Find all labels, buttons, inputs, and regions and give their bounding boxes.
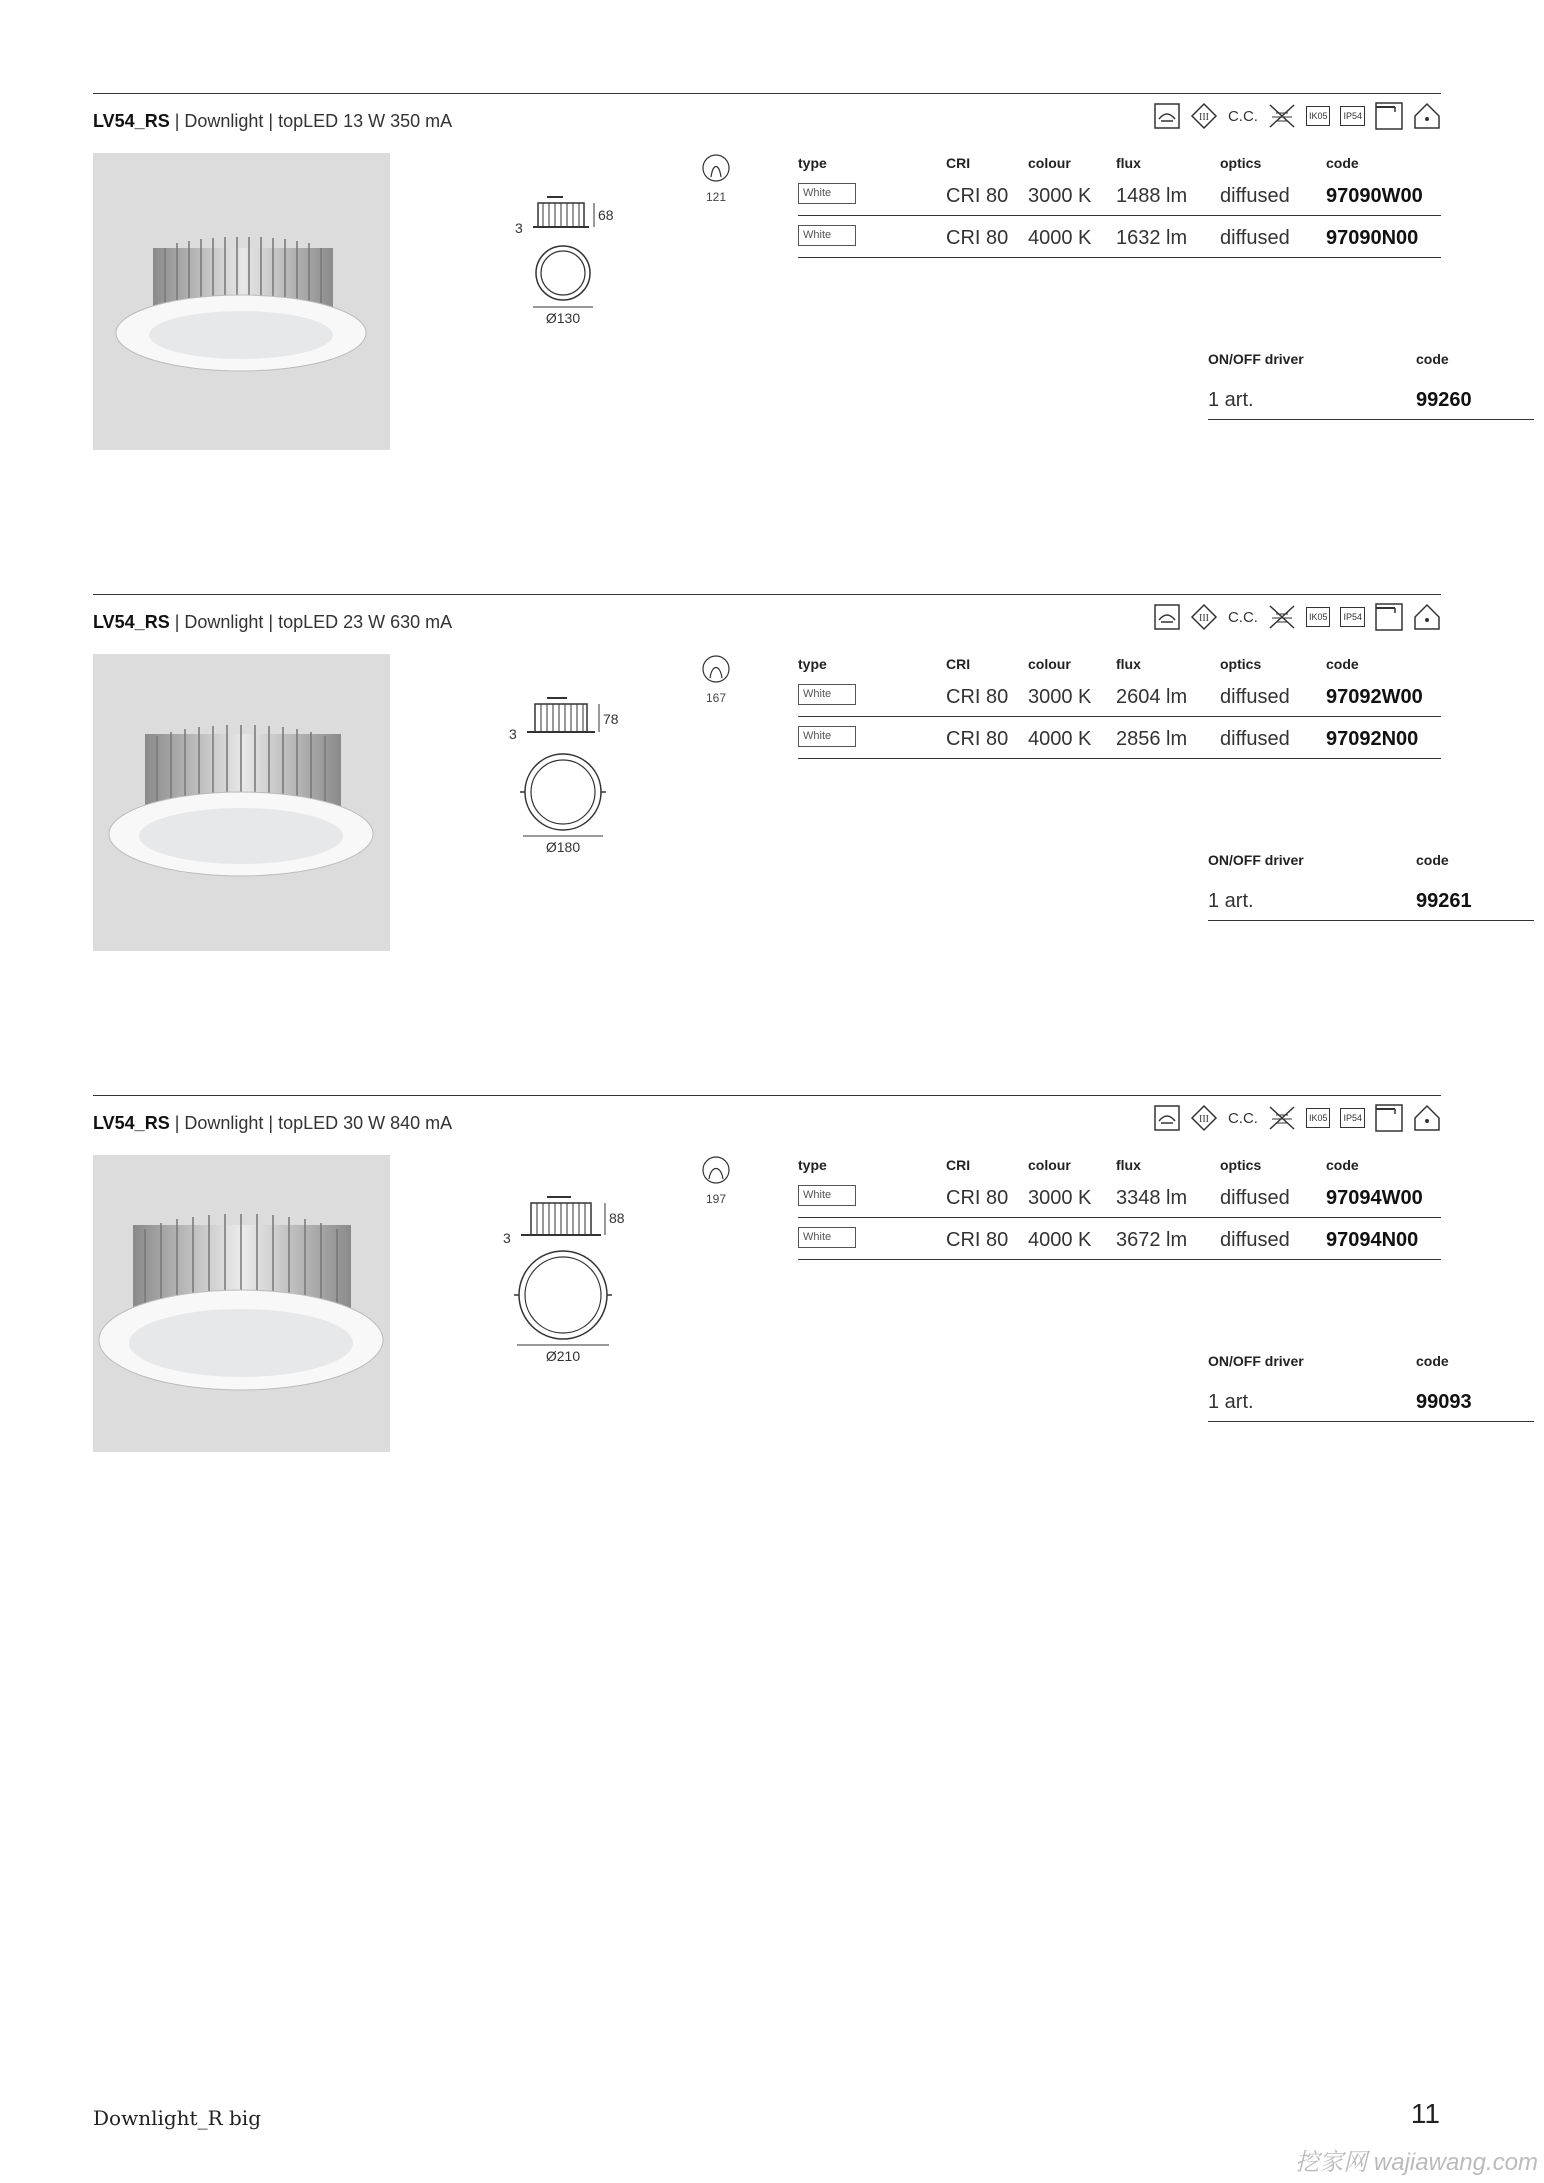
flux-cell: 2856 lm [1116, 728, 1188, 750]
cri-cell: CRI 80 [946, 686, 1009, 708]
flux-cell: 2604 lm [1116, 686, 1188, 708]
driver-code-header: code [1416, 1353, 1449, 1369]
beam-angle [691, 654, 741, 705]
recess-install-icon [1154, 103, 1180, 129]
col-cri: CRI [946, 656, 971, 672]
svg-text:III: III [1198, 613, 1209, 624]
cri-cell: CRI 80 [946, 185, 1009, 207]
cri-cell: CRI 80 [946, 728, 1009, 750]
product-title: LV54_RS | Downlight | topLED 30 W 840 mA [93, 1113, 453, 1133]
cri-cell: CRI 80 [946, 227, 1009, 249]
certification-icons [1154, 600, 1441, 634]
flux-cell: 3672 lm [1116, 1229, 1188, 1251]
driver-value: 1 art. [1208, 389, 1254, 411]
ceiling-mount-icon [1375, 102, 1403, 130]
svg-text:III: III [1198, 1114, 1209, 1125]
driver-table [1208, 1353, 1534, 1433]
type-swatch: White [798, 1185, 856, 1206]
class-iii-icon [1190, 1104, 1218, 1132]
col-flux: flux [1116, 1157, 1141, 1173]
code-cell: 97094W00 [1326, 1187, 1423, 1209]
driver-code-header: code [1416, 852, 1449, 868]
driver-table [1208, 351, 1534, 431]
table-row [798, 718, 1441, 759]
code-cell: 97094N00 [1326, 1229, 1419, 1251]
product-photo [93, 1155, 390, 1452]
beam-value: 167 [705, 691, 727, 705]
beam-value: 197 [705, 1192, 727, 1206]
cc-label: C.C. [1227, 1109, 1258, 1127]
certification-icons [1154, 1101, 1441, 1135]
col-colour: colour [1028, 155, 1071, 171]
table-row [798, 175, 1441, 216]
driver-header: ON/OFF driver [1208, 1353, 1304, 1369]
optics-cell: diffused [1220, 227, 1290, 249]
ip-rating-icon: IP54 [1340, 106, 1365, 126]
driver-row [1208, 1379, 1534, 1422]
beam-icon [701, 1155, 731, 1185]
beam-icon [701, 153, 731, 183]
ceiling-mount-icon [1375, 1104, 1403, 1132]
flux-cell: 1488 lm [1116, 185, 1188, 207]
watermark: 挖家网 wajiawang.com [1295, 2149, 1538, 2176]
cri-cell: CRI 80 [946, 1229, 1009, 1251]
flange-dimension: 3 [515, 220, 523, 236]
table-row [798, 676, 1441, 717]
product-photo [93, 654, 390, 951]
type-swatch: White [798, 684, 856, 705]
height-dimension: 88 [609, 1210, 625, 1226]
driver-code: 99261 [1416, 890, 1472, 912]
optics-cell: diffused [1220, 728, 1290, 750]
flux-cell: 3348 lm [1116, 1187, 1188, 1209]
flange-dimension: 3 [503, 1230, 511, 1246]
optics-cell: diffused [1220, 1187, 1290, 1209]
beam-angle [691, 153, 741, 204]
height-dimension: 68 [598, 207, 614, 223]
colour-cell: 4000 K [1028, 227, 1092, 249]
height-dimension: 78 [603, 711, 619, 727]
type-swatch: White [798, 225, 856, 246]
certification-icons [1154, 99, 1441, 133]
page-number: 11 [1410, 2098, 1440, 2129]
technical-drawing [463, 1195, 663, 1365]
col-colour: colour [1028, 656, 1071, 672]
cc-label: C.C. [1227, 107, 1258, 125]
col-code: code [1326, 155, 1359, 171]
ik-rating-icon: IK05 [1306, 1108, 1331, 1128]
col-optics: optics [1220, 1157, 1262, 1173]
beam-icon [701, 654, 731, 684]
recess-install-icon [1154, 604, 1180, 630]
cc-label: C.C. [1227, 608, 1258, 626]
col-type: type [798, 656, 827, 672]
diameter-label: Ø180 [545, 839, 581, 855]
technical-drawing [463, 193, 663, 363]
table-row [798, 1219, 1441, 1260]
table-row [798, 217, 1441, 258]
colour-cell: 3000 K [1028, 185, 1092, 207]
product-title: LV54_RS | Downlight | topLED 13 W 350 mA [93, 111, 453, 131]
code-cell: 97090N00 [1326, 227, 1419, 249]
col-colour: colour [1028, 1157, 1071, 1173]
section-rule [93, 93, 1441, 94]
colour-cell: 3000 K [1028, 686, 1092, 708]
indoor-use-icon [1413, 1104, 1441, 1132]
table-row [798, 1177, 1441, 1218]
ceiling-mount-icon [1375, 603, 1403, 631]
no-cover-icon [1268, 604, 1296, 630]
col-optics: optics [1220, 155, 1262, 171]
code-cell: 97090W00 [1326, 185, 1423, 207]
indoor-use-icon [1413, 102, 1441, 130]
type-swatch: White [798, 726, 856, 747]
no-cover-icon [1268, 1105, 1296, 1131]
driver-value: 1 art. [1208, 890, 1254, 912]
driver-row [1208, 878, 1534, 921]
driver-code-header: code [1416, 351, 1449, 367]
product-section-3 [93, 1095, 1472, 1515]
cri-cell: CRI 80 [946, 1187, 1009, 1209]
col-optics: optics [1220, 656, 1262, 672]
product-title: LV54_RS | Downlight | topLED 23 W 630 mA [93, 612, 453, 632]
driver-value: 1 art. [1208, 1391, 1254, 1413]
beam-value: 121 [705, 190, 727, 204]
footer-section-title: Downlight_R big [93, 2106, 262, 2130]
driver-header: ON/OFF driver [1208, 852, 1304, 868]
ip-rating-icon: IP54 [1340, 607, 1365, 627]
indoor-use-icon [1413, 603, 1441, 631]
code-cell: 97092W00 [1326, 686, 1423, 708]
colour-cell: 3000 K [1028, 1187, 1092, 1209]
type-swatch: White [798, 183, 856, 204]
section-rule [93, 1095, 1441, 1096]
flux-cell: 1632 lm [1116, 227, 1188, 249]
col-code: code [1326, 1157, 1359, 1173]
no-cover-icon [1268, 103, 1296, 129]
optics-cell: diffused [1220, 686, 1290, 708]
code-cell: 97092N00 [1326, 728, 1419, 750]
class-iii-icon [1190, 603, 1218, 631]
col-type: type [798, 155, 827, 171]
svg-text:III: III [1198, 112, 1209, 123]
col-flux: flux [1116, 656, 1141, 672]
driver-table [1208, 852, 1534, 932]
beam-angle [691, 1155, 741, 1206]
driver-code: 99093 [1416, 1391, 1472, 1413]
col-type: type [798, 1157, 827, 1173]
diameter-label: Ø130 [545, 310, 581, 326]
optics-cell: diffused [1220, 1229, 1290, 1251]
class-iii-icon [1190, 102, 1218, 130]
recess-install-icon [1154, 1105, 1180, 1131]
col-cri: CRI [946, 155, 971, 171]
section-rule [93, 594, 1441, 595]
technical-drawing [463, 694, 663, 864]
type-swatch: White [798, 1227, 856, 1248]
ik-rating-icon: IK05 [1306, 607, 1331, 627]
flange-dimension: 3 [509, 726, 517, 742]
optics-cell: diffused [1220, 185, 1290, 207]
colour-cell: 4000 K [1028, 728, 1092, 750]
col-code: code [1326, 656, 1359, 672]
ik-rating-icon: IK05 [1306, 106, 1331, 126]
product-section-1 [93, 93, 1472, 513]
driver-header: ON/OFF driver [1208, 351, 1304, 367]
col-cri: CRI [946, 1157, 971, 1173]
product-photo [93, 153, 390, 450]
colour-cell: 4000 K [1028, 1229, 1092, 1251]
product-section-2 [93, 594, 1472, 1014]
col-flux: flux [1116, 155, 1141, 171]
ip-rating-icon: IP54 [1340, 1108, 1365, 1128]
diameter-label: Ø210 [545, 1348, 581, 1364]
driver-row [1208, 377, 1534, 420]
driver-code: 99260 [1416, 389, 1472, 411]
